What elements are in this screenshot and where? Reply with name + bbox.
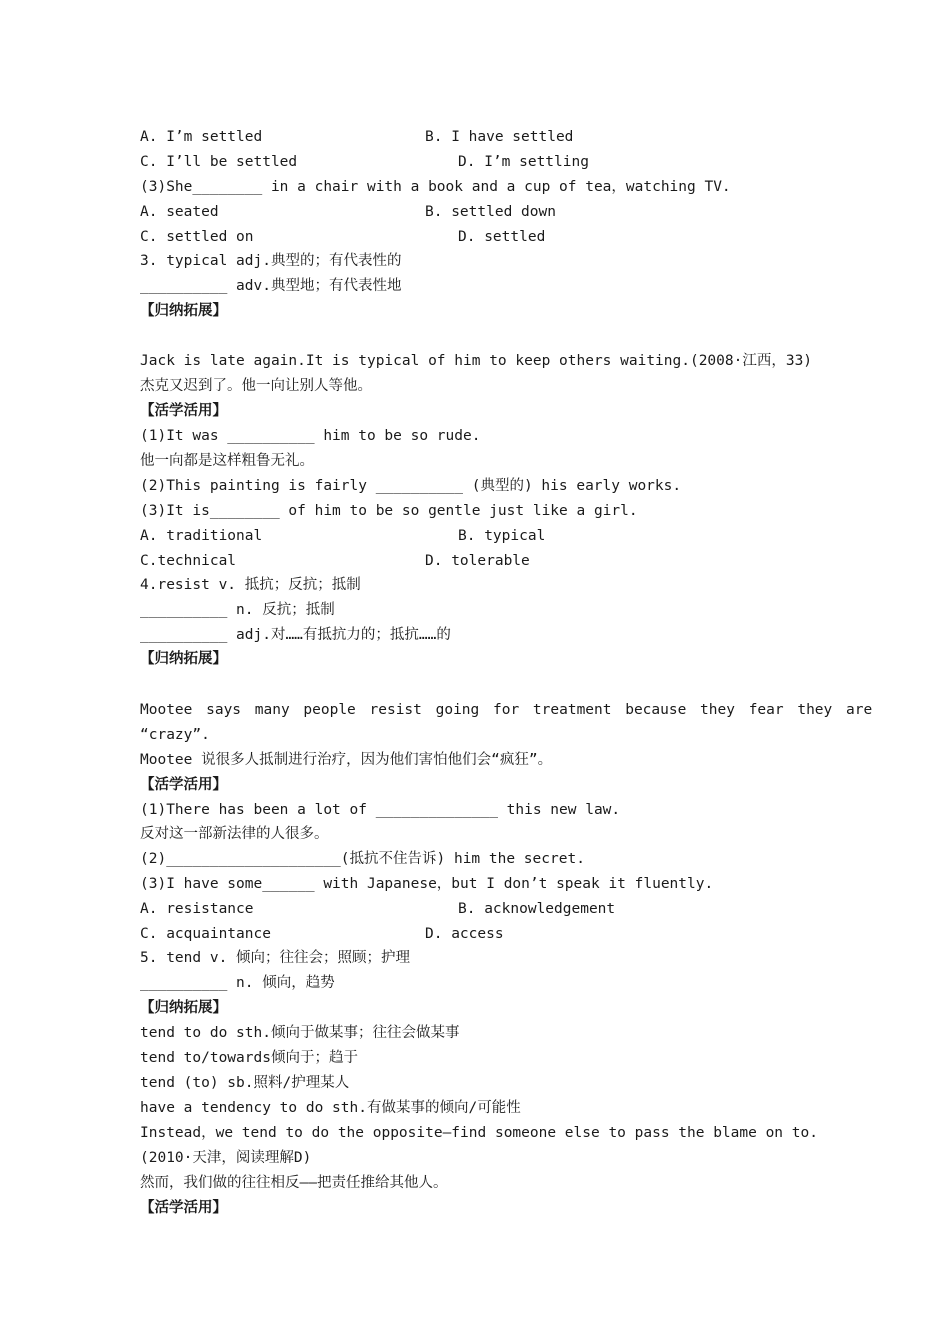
section-heading: 【活学活用】 [140,403,227,419]
question-text: (2)____________________(抵抗不住告诉) him the secret. [140,851,585,867]
option-b: B. acknowledgement [458,901,616,917]
option-d: D. access [425,926,504,942]
example-sentence: “crazy”. [140,727,210,743]
vocab-entry: 5. tend v. 倾向；往往会；照顾；护理 [140,950,411,966]
option-d: D. tolerable [425,553,530,569]
example-translation: Mootee 说很多人抵制进行治疗，因为他们害怕他们会“疯狂”。 [140,752,553,768]
example-source: (2010·天津，阅读理解D) [140,1150,312,1166]
example-sentence: Instead，we tend to do the opposite—find someone else to pass the blame on to. [140,1125,818,1141]
phrase-item: have a tendency to do sth.有做某事的倾向/可能性 [140,1100,521,1116]
question-text: (3)I have some______ with Japanese，but I don’t speak it fluently. [140,876,714,892]
vocab-derivative: __________ adj.对……有抵抗力的；抵抗……的 [140,627,451,643]
example-translation: 然而，我们做的往往相反——把责任推给其他人。 [140,1175,448,1191]
section-heading: 【活学活用】 [140,1200,227,1216]
option-c: C. acquaintance [140,926,271,942]
phrase-item: tend to do sth.倾向于做某事；往往会做某事 [140,1025,460,1041]
example-translation: 杰克又迟到了。他一向让别人等他。 [140,378,372,394]
phrase-item: tend (to) sb.照料/护理某人 [140,1075,350,1091]
option-c: C.technical [140,553,237,569]
option-b: B. typical [458,528,546,544]
option-d: D. settled [458,229,546,245]
vocab-derivative: __________ n. 反抗；抵制 [140,602,335,618]
example-sentence: Mootee says many people resist going for treatment because they fear they are [140,702,873,718]
section-heading: 【归纳拓展】 [140,303,227,319]
option-b: B. I have settled [425,129,574,145]
question-text: (1)It was __________ him to be so rude. [140,428,481,444]
question-translation: 反对这一部新法律的人很多。 [140,826,329,842]
question-translation: 他一向都是这样粗鲁无礼。 [140,453,314,469]
option-d: D. I’m settling [458,154,589,170]
option-a: A. traditional [140,528,263,544]
question-text: (3)It is________ of him to be so gentle just like a girl. [140,503,638,519]
vocab-entry: 3. typical adj.典型的；有代表性的 [140,253,402,269]
vocab-derivative: __________ adv.典型地；有代表性地 [140,278,402,294]
section-heading: 【归纳拓展】 [140,1000,227,1016]
question-text: (2)This painting is fairly __________ (典型的) his early works. [140,478,682,494]
phrase-item: tend to/towards倾向于；趋于 [140,1050,358,1066]
option-a: A. seated [140,204,219,220]
option-a: A. I’m settled [140,129,263,145]
vocab-derivative: __________ n. 倾向，趋势 [140,975,335,991]
question-text: (3)She________ in a chair with a book and a cup of tea，watching TV. [140,179,731,195]
example-sentence: Jack is late again.It is typical of him to keep others waiting.(2008·江西，33) [140,353,813,369]
option-a: A. resistance [140,901,254,917]
section-heading: 【活学活用】 [140,777,227,793]
option-b: B. settled down [425,204,556,220]
option-c: C. settled on [140,229,254,245]
option-c: C. I’ll be settled [140,154,298,170]
vocab-entry: 4.resist v. 抵抗；反抗；抵制 [140,577,361,593]
question-text: (1)There has been a lot of ______________ this new law. [140,802,621,818]
section-heading: 【归纳拓展】 [140,651,227,667]
